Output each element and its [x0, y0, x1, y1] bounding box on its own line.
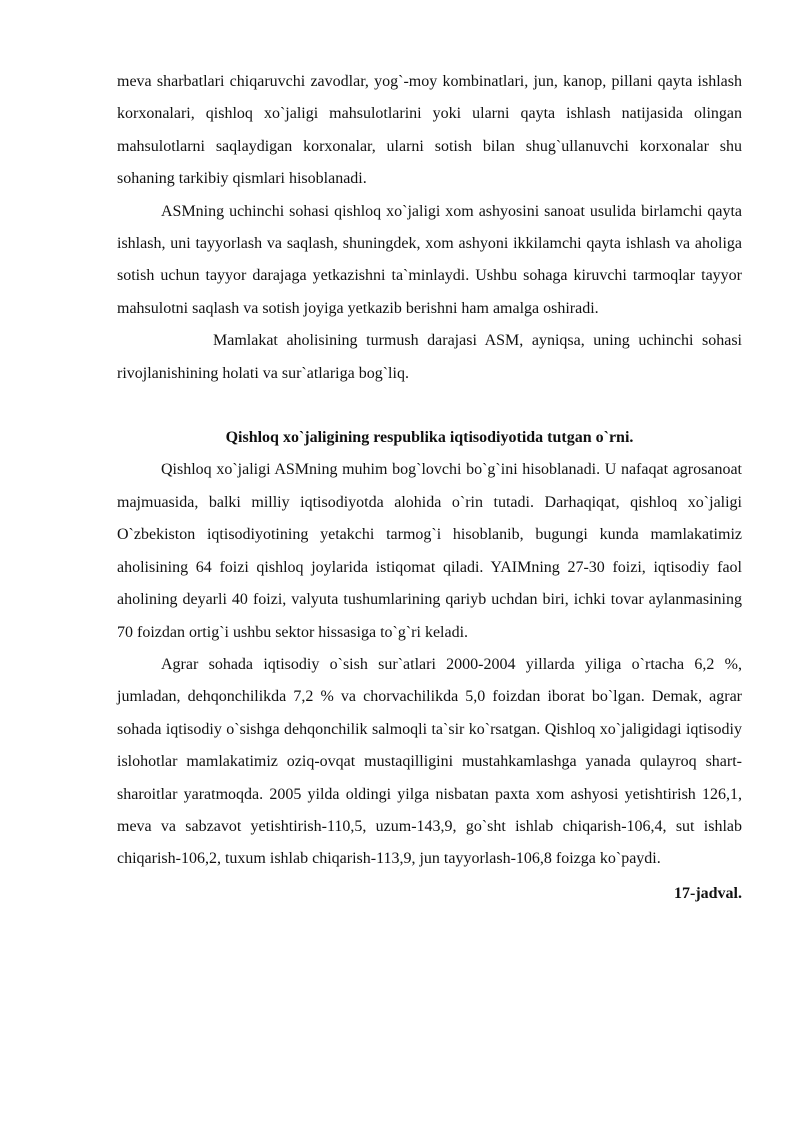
section-paragraph-1: Qishloq xo`jaligi ASMning muhim bog`lovchi bo`g`ini hisoblanadi. U nafaqat agrosanoat majmuasida, balki milliy iqtisodiyotda alohida o`rin tutadi. Darhaqiqat, qishloq xo`jaligi O`zbekiston iqtisodiyotining yetakchi tarmog`i hisoblanib, bugungi kunda mamlakatimiz aholisining 64 foizi qishloq joylarida istiqomat qiladi. YAIMning 27-30 foizi, iqtisodiy faol aholining deyarli 40 foizi, valyuta tushumlarining qariyb uchdan biri, ichki tovar aylanmasining 70 foizdan ortig`i ushbu sektor hissasiga to`g`ri keladi.	[117, 461, 742, 641]
body-paragraph-2: ASMning uchinchi sohasi qishloq xo`jaligi xom ashyosini sanoat usulida birlamchi qayta ishlash, uni tayyorlash va saqlash, shuningdek, xom ashyoni ikkilamchi qayta ishlash va aholiga sotish uchun tayyor darajaga yetkazishni ta`minlaydi. Ushbu sohaga kiruvchi tarmoqlar tayyor mahsulotni saqlash va sotish joyiga yetkazib berishni ham amalga oshiradi.	[117, 202, 742, 317]
table-label: 17-jadval.	[674, 884, 742, 902]
section-heading: Qishloq xo`jaligining respublika iqtisodiyotida tutgan o`rni.	[225, 429, 634, 447]
body-paragraph-1: meva sharbatlari chiqaruvchi zavodlar, yog`-moy kombinatlari, jun, kanop, pillani qayta ishlash korxonalari, qishloq xo`jaligi mahsulotlarini yoki ularni qayta ishlash natijasida olingan mahsulotlarni saqlaydigan korxonalar, ularni sotish bilan shug`ullanuvchi korxonalar shu sohaning tarkibiy qismlari hisoblanadi.	[117, 73, 742, 188]
document-page	[117, 66, 742, 910]
section-paragraph-2: Agrar sohada iqtisodiy o`sish sur`atlari 2000-2004 yillarda yiliga o`rtacha 6,2 %, jumladan, dehqonchilikda 7,2 % va chorvachilikda 5,0 foizdan iborat bo`lgan. Demak, agrar sohada iqtisodiy o`sishga dehqonchilik salmoqli ta`sir ko`rsatgan. Qishloq xo`jaligidagi iqtisodiy islohotlar mamlakatimiz oziq-ovqat mustaqilligini mustahkamlashga yanada qulayroq shart-sharoitlar yaratmoqda. 2005 yilda oldingi yilga nisbatan paxta xom ashyosi yetishtirish 126,1, meva va sabzavot yetishtirish-110,5, uzum-143,9, go`sht ishlab chiqarish-106,4, sut ishlab chiqarish-106,2, tuxum ishlab chiqarish-113,9, jun tayyorlash-106,8 foizga ko`paydi.	[117, 655, 742, 868]
body-paragraph-3: Mamlakat aholisining turmush darajasi ASM, ayniqsa, uning uchinchi sohasi rivojlanishining holati va sur`atlariga bog`liq.	[117, 332, 742, 382]
